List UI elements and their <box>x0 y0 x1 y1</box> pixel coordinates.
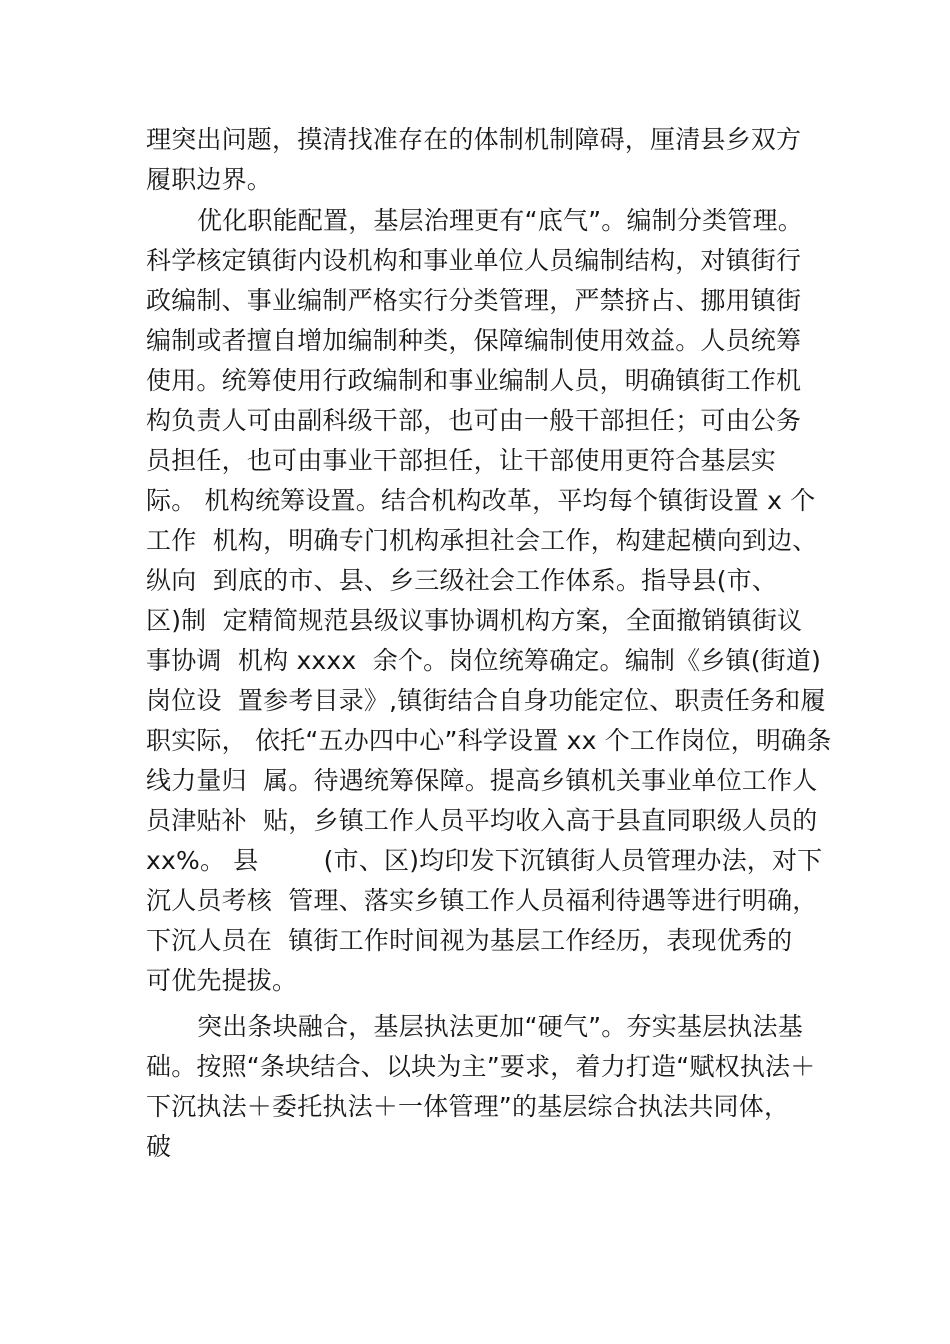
text-line: 编制或者擅自增加编制种类，保障编制使用效益。人员统筹 <box>146 326 802 355</box>
text-line: 履职边界。 <box>146 165 273 194</box>
text-line: 工作 机构，明确专门机构承担社会工作，构建起横向到边、 <box>146 526 818 555</box>
paragraph-first-line: 优化职能配置，基层治理更有“底气”。编制分类管理。 <box>197 206 803 235</box>
text-line: 事协调 机构 xxxx 余个。岗位统筹确定。编制《乡镇(街道) <box>146 646 822 675</box>
text-line: 员担任，也可由事业干部担任，让干部使用更符合基层实 <box>146 446 777 475</box>
text-line: 可优先提拔。 <box>146 966 298 995</box>
text-line: 沉人员考核 管理、落实乡镇工作人员福利待遇等进行明确， <box>146 886 818 915</box>
text-line: 破 <box>146 1132 172 1161</box>
text-line: 使用。统筹使用行政编制和事业编制人员，明确镇街工作机 <box>146 366 802 395</box>
text-line: 构负责人可由副科级干部，也可由一般干部担任；可由公务 <box>146 406 802 435</box>
text-line: 政编制、事业编制严格实行分类管理，严禁挤占、挪用镇街 <box>146 286 802 315</box>
text-line: 际。 机构统筹设置。结合机构改革，平均每个镇街设置 x 个 <box>146 486 816 515</box>
text-line: xx%。 县 (市、区)均印发下沉镇街人员管理办法，对下 <box>146 846 823 875</box>
text-line: 础。按照“条块结合、以块为主”要求，着力打造“赋权执法＋ <box>146 1052 816 1081</box>
text-line: 线力量归 属。待遇统筹保障。提高乡镇机关事业单位工作人 <box>146 766 818 795</box>
paragraph-first-line: 突出条块融合，基层执法更加“硬气”。夯实基层执法基 <box>197 1012 803 1041</box>
text-line: 岗位设 置参考目录》,镇街结合自身功能定位、职责任务和履 <box>146 686 826 715</box>
text-line: 职实际， 依托“五办四中心”科学设置 xx 个工作岗位，明确条 <box>146 726 832 755</box>
text-line: 下沉人员在 镇街工作时间视为基层工作经历，表现优秀的 <box>146 926 793 955</box>
text-line: 科学核定镇街内设机构和事业单位人员编制结构，对镇街行 <box>146 246 802 275</box>
text-line: 理突出问题，摸清找准存在的体制机制障碍，厘清县乡双方 <box>146 125 802 154</box>
text-line: 员津贴补 贴，乡镇工作人员平均收入高于县直同职级人员的 <box>146 806 818 835</box>
text-line: 区)制 定精简规范县级议事协调机构方案，全面撤销镇街议 <box>146 606 803 635</box>
text-line: 纵向 到底的市、县、乡三级社会工作体系。指导县(市、 <box>146 566 778 595</box>
text-line: 下沉执法＋委托执法＋一体管理”的基层综合执法共同体， <box>146 1092 790 1121</box>
